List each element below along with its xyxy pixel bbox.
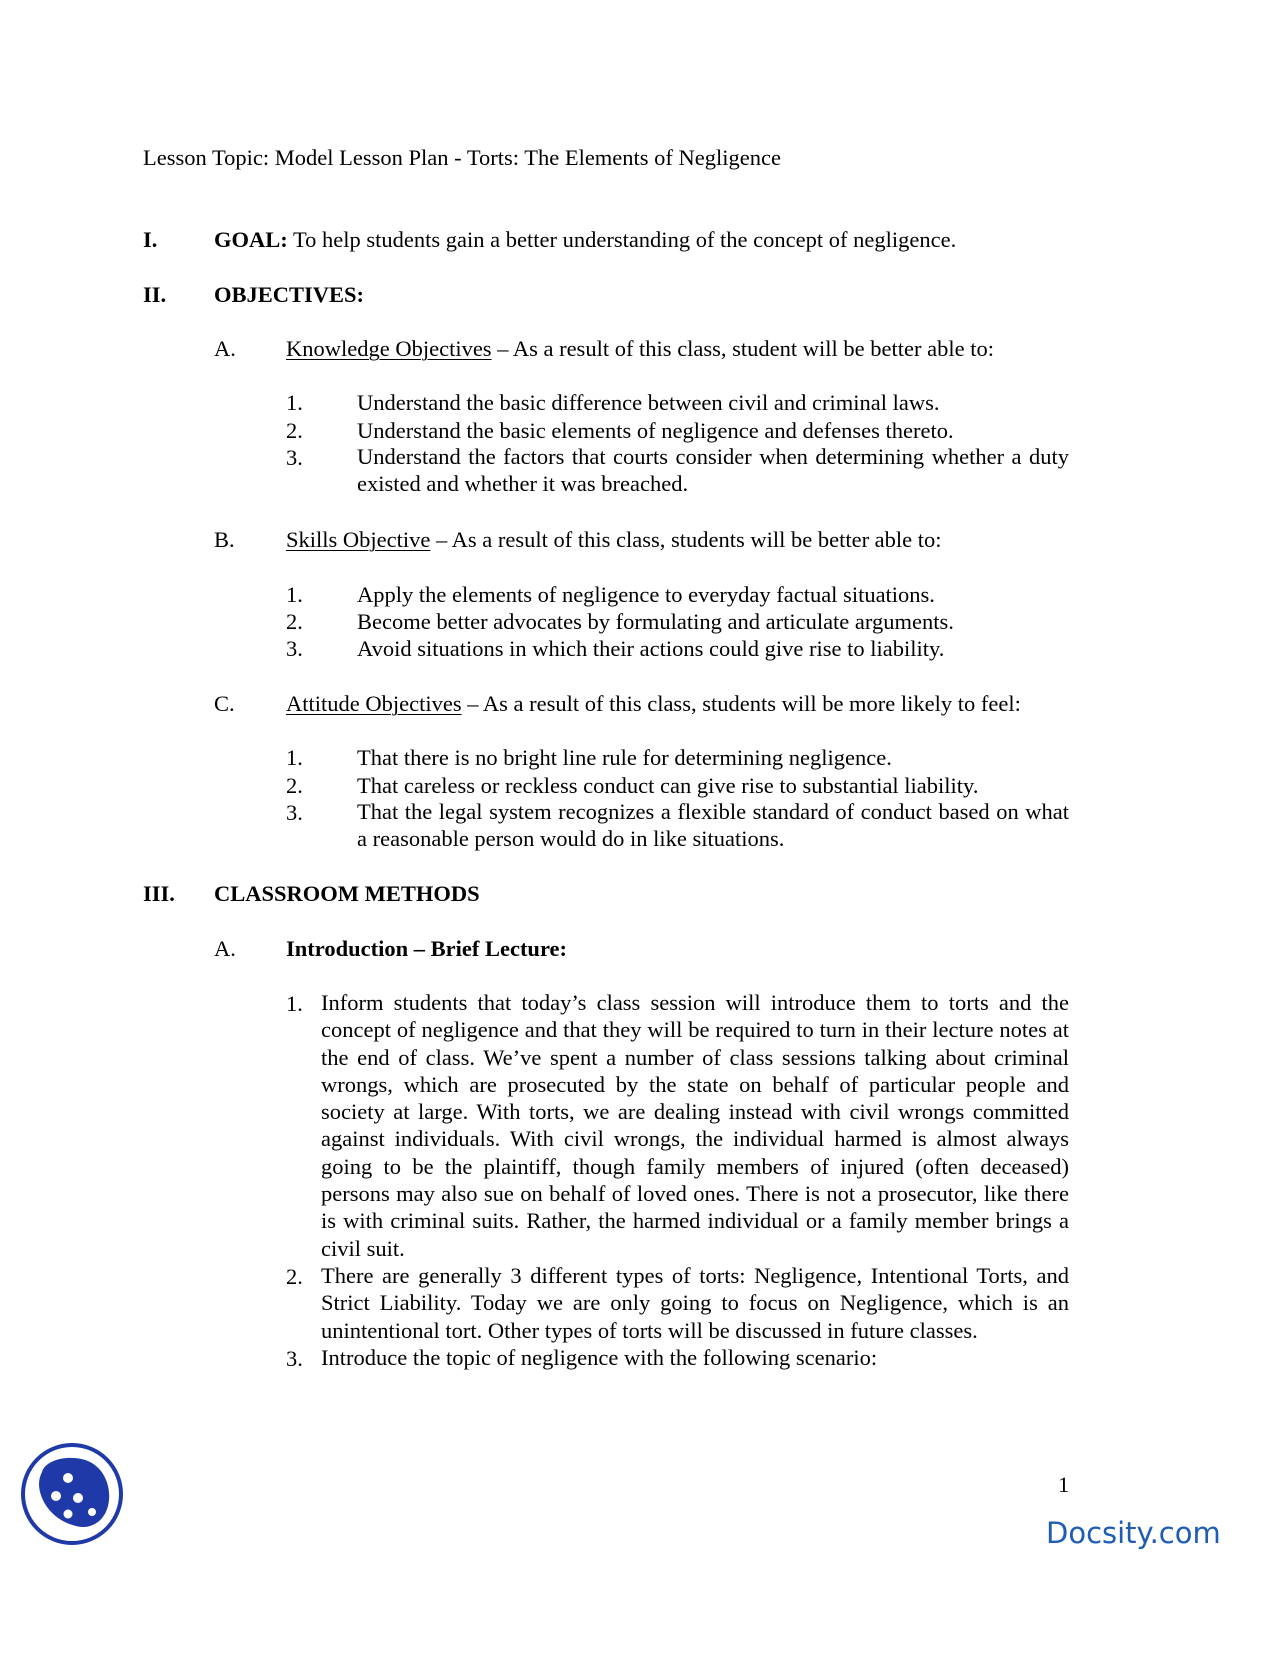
goal-text: To help students gain a better understanding of the concept of negligence.: [287, 227, 957, 252]
methods-item-2-number: 2.: [286, 1264, 303, 1289]
methods-heading: CLASSROOM METHODS: [214, 881, 480, 906]
attitude-item-2-number: 2.: [286, 773, 303, 798]
methods-item-2-text: There are generally 3 different types of torts: Negligence, Intentional Torts, and Strict Liability. Today we are only going to focus on Negligence, which is an unintentional tort. Other types of torts will be discussed in future classes.: [321, 1263, 1069, 1343]
attitude-letter: C.: [214, 691, 235, 716]
knowledge-item-2-text: Understand the basic elements of negligence and defenses thereto.: [357, 418, 954, 443]
goal-label: GOAL:: [214, 227, 288, 252]
methods-item-3-text: Introduce the topic of negligence with the following scenario:: [321, 1345, 878, 1370]
attitude-item-3-text: That the legal system recognizes a flexible standard of conduct based on what a reasonable person would do in like situations.: [357, 799, 1069, 851]
knowledge-item-3-number: 3.: [286, 445, 303, 470]
skills-intro: – As a result of this class, students will be better able to:: [430, 527, 942, 552]
knowledge-objectives-line: [286, 338, 994, 361]
introduction-title: Introduction – Brief Lecture:: [286, 936, 568, 961]
attitude-objectives-line: [286, 693, 1021, 716]
skills-objective-line: [286, 529, 942, 552]
methods-item-1-text: Inform students that today’s class session will introduce them to torts and the concept of negligence and that they will be required to turn in their lecture notes at the end of class. We’ve spent a number of class sessions talking about criminal wrongs, which are prosecuted by the state on behalf of particular people and society at large. With torts, we are dealing instead with civil wrongs committed against individuals. With civil wrongs, the individual harmed is almost always going to be the plaintiff, though family members of injured (often deceased) persons may also sue on behalf of loved ones. There is not a prosecutor, like there is with criminal suits. Rather, the harmed individual or a family member brings a civil suit.: [321, 990, 1069, 1261]
attitude-title: Attitude Objectives: [286, 691, 462, 716]
section-numeral-objectives: II.: [143, 282, 167, 307]
docsity-logo-icon: [20, 1442, 124, 1546]
page-number: 1: [1058, 1472, 1070, 1497]
skills-item-3-number: 3.: [286, 636, 303, 661]
knowledge-title: Knowledge Objectives: [286, 336, 492, 361]
knowledge-intro: – As a result of this class, student will be better able to:: [491, 336, 994, 361]
knowledge-item-1-number: 1.: [286, 390, 303, 415]
attitude-item-1-text: That there is no bright line rule for determining negligence.: [357, 745, 892, 770]
skills-item-1-text: Apply the elements of negligence to everyday factual situations.: [357, 582, 935, 607]
docsity-watermark[interactable]: Docsity.com: [1046, 1516, 1221, 1550]
skills-letter: B.: [214, 527, 235, 552]
attitude-item-3-number: 3.: [286, 800, 303, 825]
methods-item-3-number: 3.: [286, 1346, 303, 1371]
lesson-topic: Lesson Topic: Model Lesson Plan - Torts: The Elements of Negligence: [143, 145, 781, 170]
knowledge-item-3-text: Understand the factors that courts consider when determining whether a duty existed and whether it was breached.: [357, 444, 1069, 496]
knowledge-item-2-number: 2.: [286, 418, 303, 443]
section-numeral-methods: III.: [143, 881, 175, 906]
skills-item-2-number: 2.: [286, 609, 303, 634]
skills-item-1-number: 1.: [286, 582, 303, 607]
skills-title: Skills Objective: [286, 527, 431, 552]
objectives-heading: OBJECTIVES:: [214, 282, 365, 307]
section-numeral-goal: I.: [143, 227, 158, 252]
methods-item-1-number: 1.: [286, 991, 303, 1016]
attitude-intro: – As a result of this class, students will be more likely to feel:: [461, 691, 1021, 716]
attitude-item-1-number: 1.: [286, 745, 303, 770]
skills-item-2-text: Become better advocates by formulating and articulate arguments.: [357, 609, 954, 634]
knowledge-item-1-text: Understand the basic difference between civil and criminal laws.: [357, 390, 940, 415]
knowledge-letter: A.: [214, 336, 236, 361]
attitude-item-2-text: That careless or reckless conduct can give rise to substantial liability.: [357, 773, 979, 798]
goal-statement: [214, 229, 956, 252]
introduction-letter: A.: [214, 936, 236, 961]
skills-item-3-text: Avoid situations in which their actions could give rise to liability.: [357, 636, 945, 661]
